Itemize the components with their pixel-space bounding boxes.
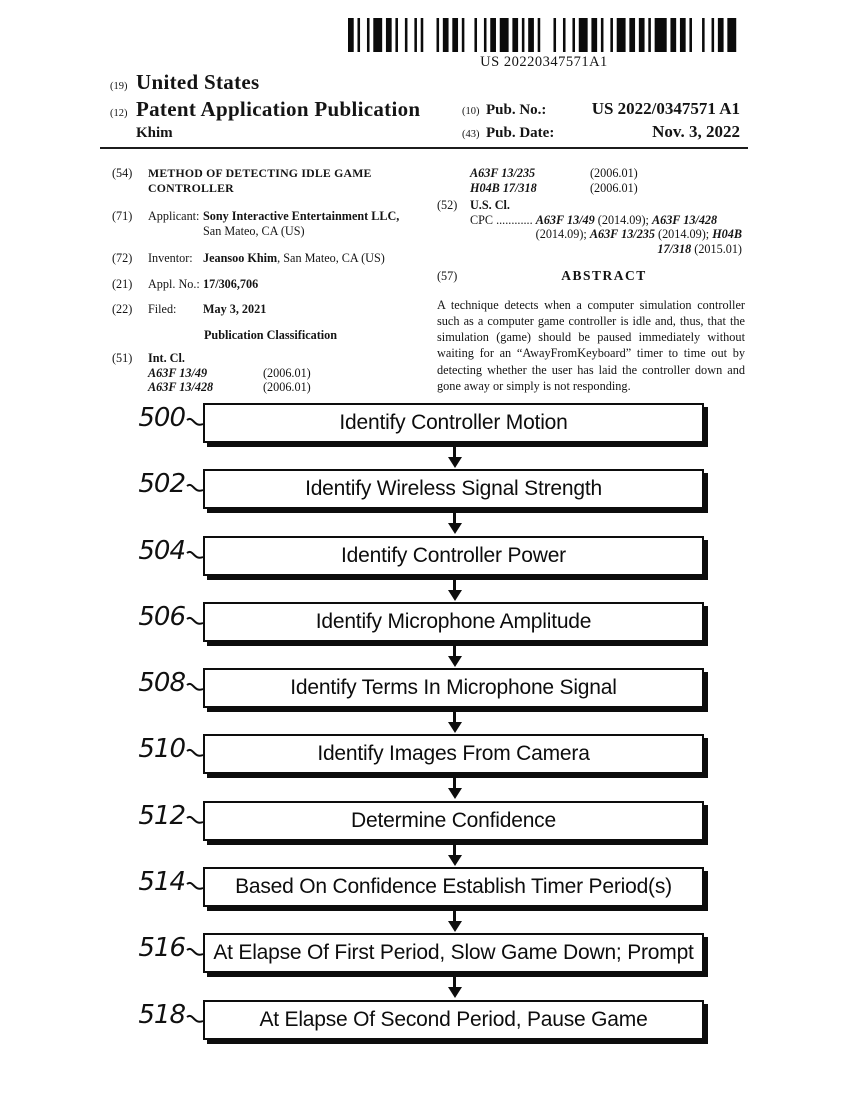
ref-connector-line bbox=[186, 879, 204, 895]
field-52-number: (52) bbox=[437, 198, 458, 212]
flow-step bbox=[130, 731, 730, 797]
ref-connector-line bbox=[186, 680, 204, 696]
flow-step bbox=[130, 599, 730, 665]
cpc-line: 17/318 (2015.01) bbox=[657, 241, 742, 256]
applicant-value bbox=[203, 209, 399, 238]
field-19-number: (19) bbox=[110, 81, 128, 92]
cpc-classification bbox=[470, 213, 742, 257]
classification-code: A63F 13/49 bbox=[148, 365, 208, 380]
int-cl-entry bbox=[470, 181, 745, 196]
step-label: Identify Images From Camera bbox=[317, 742, 590, 766]
down-arrow-icon bbox=[447, 844, 463, 866]
inventor-value bbox=[203, 251, 385, 266]
step-ref-number: 510 bbox=[138, 734, 185, 765]
down-arrow-icon bbox=[447, 446, 463, 468]
field-21-appl-no bbox=[112, 277, 430, 292]
ref-connector-line bbox=[186, 548, 204, 564]
barcode-block bbox=[348, 18, 740, 71]
field-12-number: (12) bbox=[110, 108, 128, 119]
applicant-address: San Mateo, CA (US) bbox=[203, 223, 305, 238]
field-54-title bbox=[112, 166, 430, 196]
classification-year: (2006.01) bbox=[263, 365, 311, 380]
down-arrow-icon bbox=[447, 645, 463, 667]
down-arrow-icon bbox=[447, 910, 463, 932]
down-arrow-icon bbox=[447, 976, 463, 998]
step-ref-number: 504 bbox=[138, 535, 185, 566]
pub-date-label: Pub. Date: bbox=[486, 125, 555, 141]
step-ref-number: 512 bbox=[138, 800, 185, 831]
int-cl-entry bbox=[470, 166, 745, 181]
inventor-name: Jeansoo Khim bbox=[203, 251, 278, 265]
pub-no-label: Pub. No.: bbox=[486, 102, 547, 118]
classification-year: (2006.01) bbox=[590, 180, 638, 195]
step-box bbox=[203, 668, 704, 708]
filed-label: Filed: bbox=[148, 302, 177, 316]
classification-year: (2006.01) bbox=[590, 166, 638, 180]
step-box bbox=[203, 1000, 704, 1040]
biblio-left-column bbox=[112, 166, 430, 395]
int-cl-entry bbox=[148, 366, 430, 381]
field-72-number: (72) bbox=[112, 251, 133, 265]
step-box bbox=[203, 933, 704, 973]
classification-code: A63F 13/428 bbox=[148, 380, 214, 394]
field-72-inventor bbox=[112, 251, 430, 266]
publication-classification-heading: Publication Classification bbox=[203, 327, 338, 342]
pub-date-value: Nov. 3, 2022 bbox=[652, 122, 740, 141]
down-arrow-icon bbox=[447, 711, 463, 733]
classification-code: A63F 13/235 bbox=[470, 166, 536, 180]
step-ref-number: 514 bbox=[138, 867, 185, 898]
ref-connector-line bbox=[186, 415, 204, 431]
step-box bbox=[203, 536, 704, 576]
field-54-number: (54) bbox=[112, 166, 133, 180]
step-box bbox=[203, 469, 704, 509]
country-name: United States bbox=[136, 70, 260, 94]
ref-connector-line bbox=[186, 1012, 204, 1028]
flow-step bbox=[130, 997, 730, 1063]
flow-step bbox=[130, 466, 730, 532]
us-cl-label: U.S. Cl. bbox=[470, 198, 510, 212]
header-divider bbox=[100, 147, 748, 149]
step-label: Determine Confidence bbox=[351, 808, 556, 832]
step-label: Identify Controller Motion bbox=[339, 411, 568, 434]
flowchart bbox=[130, 400, 730, 1063]
step-box bbox=[203, 801, 704, 841]
field-71-number: (71) bbox=[112, 209, 133, 223]
inventor-label: Inventor: bbox=[148, 251, 193, 265]
step-box bbox=[203, 867, 704, 907]
field-52-us-cl bbox=[437, 198, 745, 213]
applicant-name: Sony Interactive Entertainment LLC, bbox=[203, 209, 400, 223]
step-ref-number: 508 bbox=[138, 668, 185, 699]
classification-year: (2006.01) bbox=[263, 380, 311, 394]
step-label: Identify Controller Power bbox=[341, 543, 566, 567]
ref-connector-line bbox=[186, 813, 204, 829]
ref-connector-line bbox=[186, 945, 204, 961]
field-51-number: (51) bbox=[112, 351, 133, 365]
abstract-heading: ABSTRACT bbox=[561, 268, 647, 283]
appl-no-value: 17/306,706 bbox=[203, 276, 259, 291]
step-ref-number: 518 bbox=[138, 999, 185, 1030]
flow-step bbox=[130, 798, 730, 864]
step-ref-number: 516 bbox=[138, 933, 185, 964]
ref-connector-line bbox=[186, 481, 204, 497]
field-43-number: (43) bbox=[462, 129, 480, 140]
flow-step bbox=[130, 533, 730, 599]
abstract-text: A technique detects when a computer simulation controller such as a computer game controller is idle and, thus, that the simulation (game) should be paused immediately without waiting for an “AwayFromKeyboard” timer to time out by detecting whether the user has laid the controller down and gone away or simply is not responding. bbox=[437, 297, 745, 393]
flow-step bbox=[130, 864, 730, 930]
down-arrow-icon bbox=[447, 512, 463, 534]
down-arrow-icon bbox=[447, 579, 463, 601]
cpc-line: CPC ............ A63F 13/49 (2014.09); A63F 13/428 bbox=[470, 212, 718, 227]
classification-code: H04B 17/318 bbox=[470, 180, 537, 195]
field-71-applicant bbox=[112, 209, 430, 238]
header-right bbox=[462, 99, 740, 145]
step-label: Identify Microphone Amplitude bbox=[315, 609, 592, 633]
step-ref-number: 500 bbox=[138, 403, 185, 433]
field-22-filed bbox=[112, 302, 430, 317]
field-51-int-cl bbox=[112, 351, 430, 366]
applicant-label: Applicant: bbox=[148, 209, 200, 223]
step-ref-number: 506 bbox=[138, 601, 185, 632]
header-left bbox=[110, 70, 470, 142]
step-label: Identify Wireless Signal Strength bbox=[305, 477, 602, 501]
step-label: Based On Confidence Establish Timer Period(s) bbox=[235, 875, 672, 899]
field-57-abstract-heading-row bbox=[437, 269, 745, 284]
field-21-number: (21) bbox=[112, 276, 133, 291]
flow-step bbox=[130, 930, 730, 996]
appl-no-label: Appl. No.: bbox=[148, 276, 200, 291]
int-cl-label: Int. Cl. bbox=[148, 351, 185, 365]
biblio-right-column bbox=[437, 166, 745, 394]
step-box bbox=[203, 403, 704, 443]
int-cl-entry bbox=[148, 380, 430, 395]
ref-connector-line bbox=[186, 614, 204, 630]
first-named-inventor: Khim bbox=[136, 125, 173, 141]
pub-no-value: US 2022/0347571 A1 bbox=[591, 99, 740, 118]
step-box bbox=[203, 602, 704, 642]
down-arrow-icon bbox=[447, 777, 463, 799]
step-label: At Elapse Of First Period, Slow Game Down; Prompt bbox=[213, 941, 694, 965]
publication-number-barcode-text: US 20220347571A1 bbox=[480, 54, 608, 70]
field-10-number: (10) bbox=[462, 106, 480, 117]
cpc-line: (2014.09); A63F 13/235 (2014.09); H04B bbox=[535, 227, 742, 241]
step-box bbox=[203, 734, 704, 774]
field-57-number: (57) bbox=[437, 269, 458, 283]
flow-step bbox=[130, 665, 730, 731]
invention-title: METHOD OF DETECTING IDLE GAME CONTROLLER bbox=[148, 166, 372, 195]
step-ref-number: 502 bbox=[138, 469, 185, 500]
barcode-image bbox=[348, 18, 740, 52]
ref-connector-line bbox=[186, 746, 204, 762]
flow-step bbox=[130, 400, 730, 466]
field-22-number: (22) bbox=[112, 302, 133, 316]
step-label: At Elapse Of Second Period, Pause Game bbox=[259, 1007, 648, 1031]
publication-kind: Patent Application Publication bbox=[136, 97, 421, 121]
step-label: Identify Terms In Microphone Signal bbox=[290, 676, 617, 700]
inventor-address: , San Mateo, CA (US) bbox=[277, 251, 385, 265]
filed-value: May 3, 2021 bbox=[203, 302, 267, 316]
